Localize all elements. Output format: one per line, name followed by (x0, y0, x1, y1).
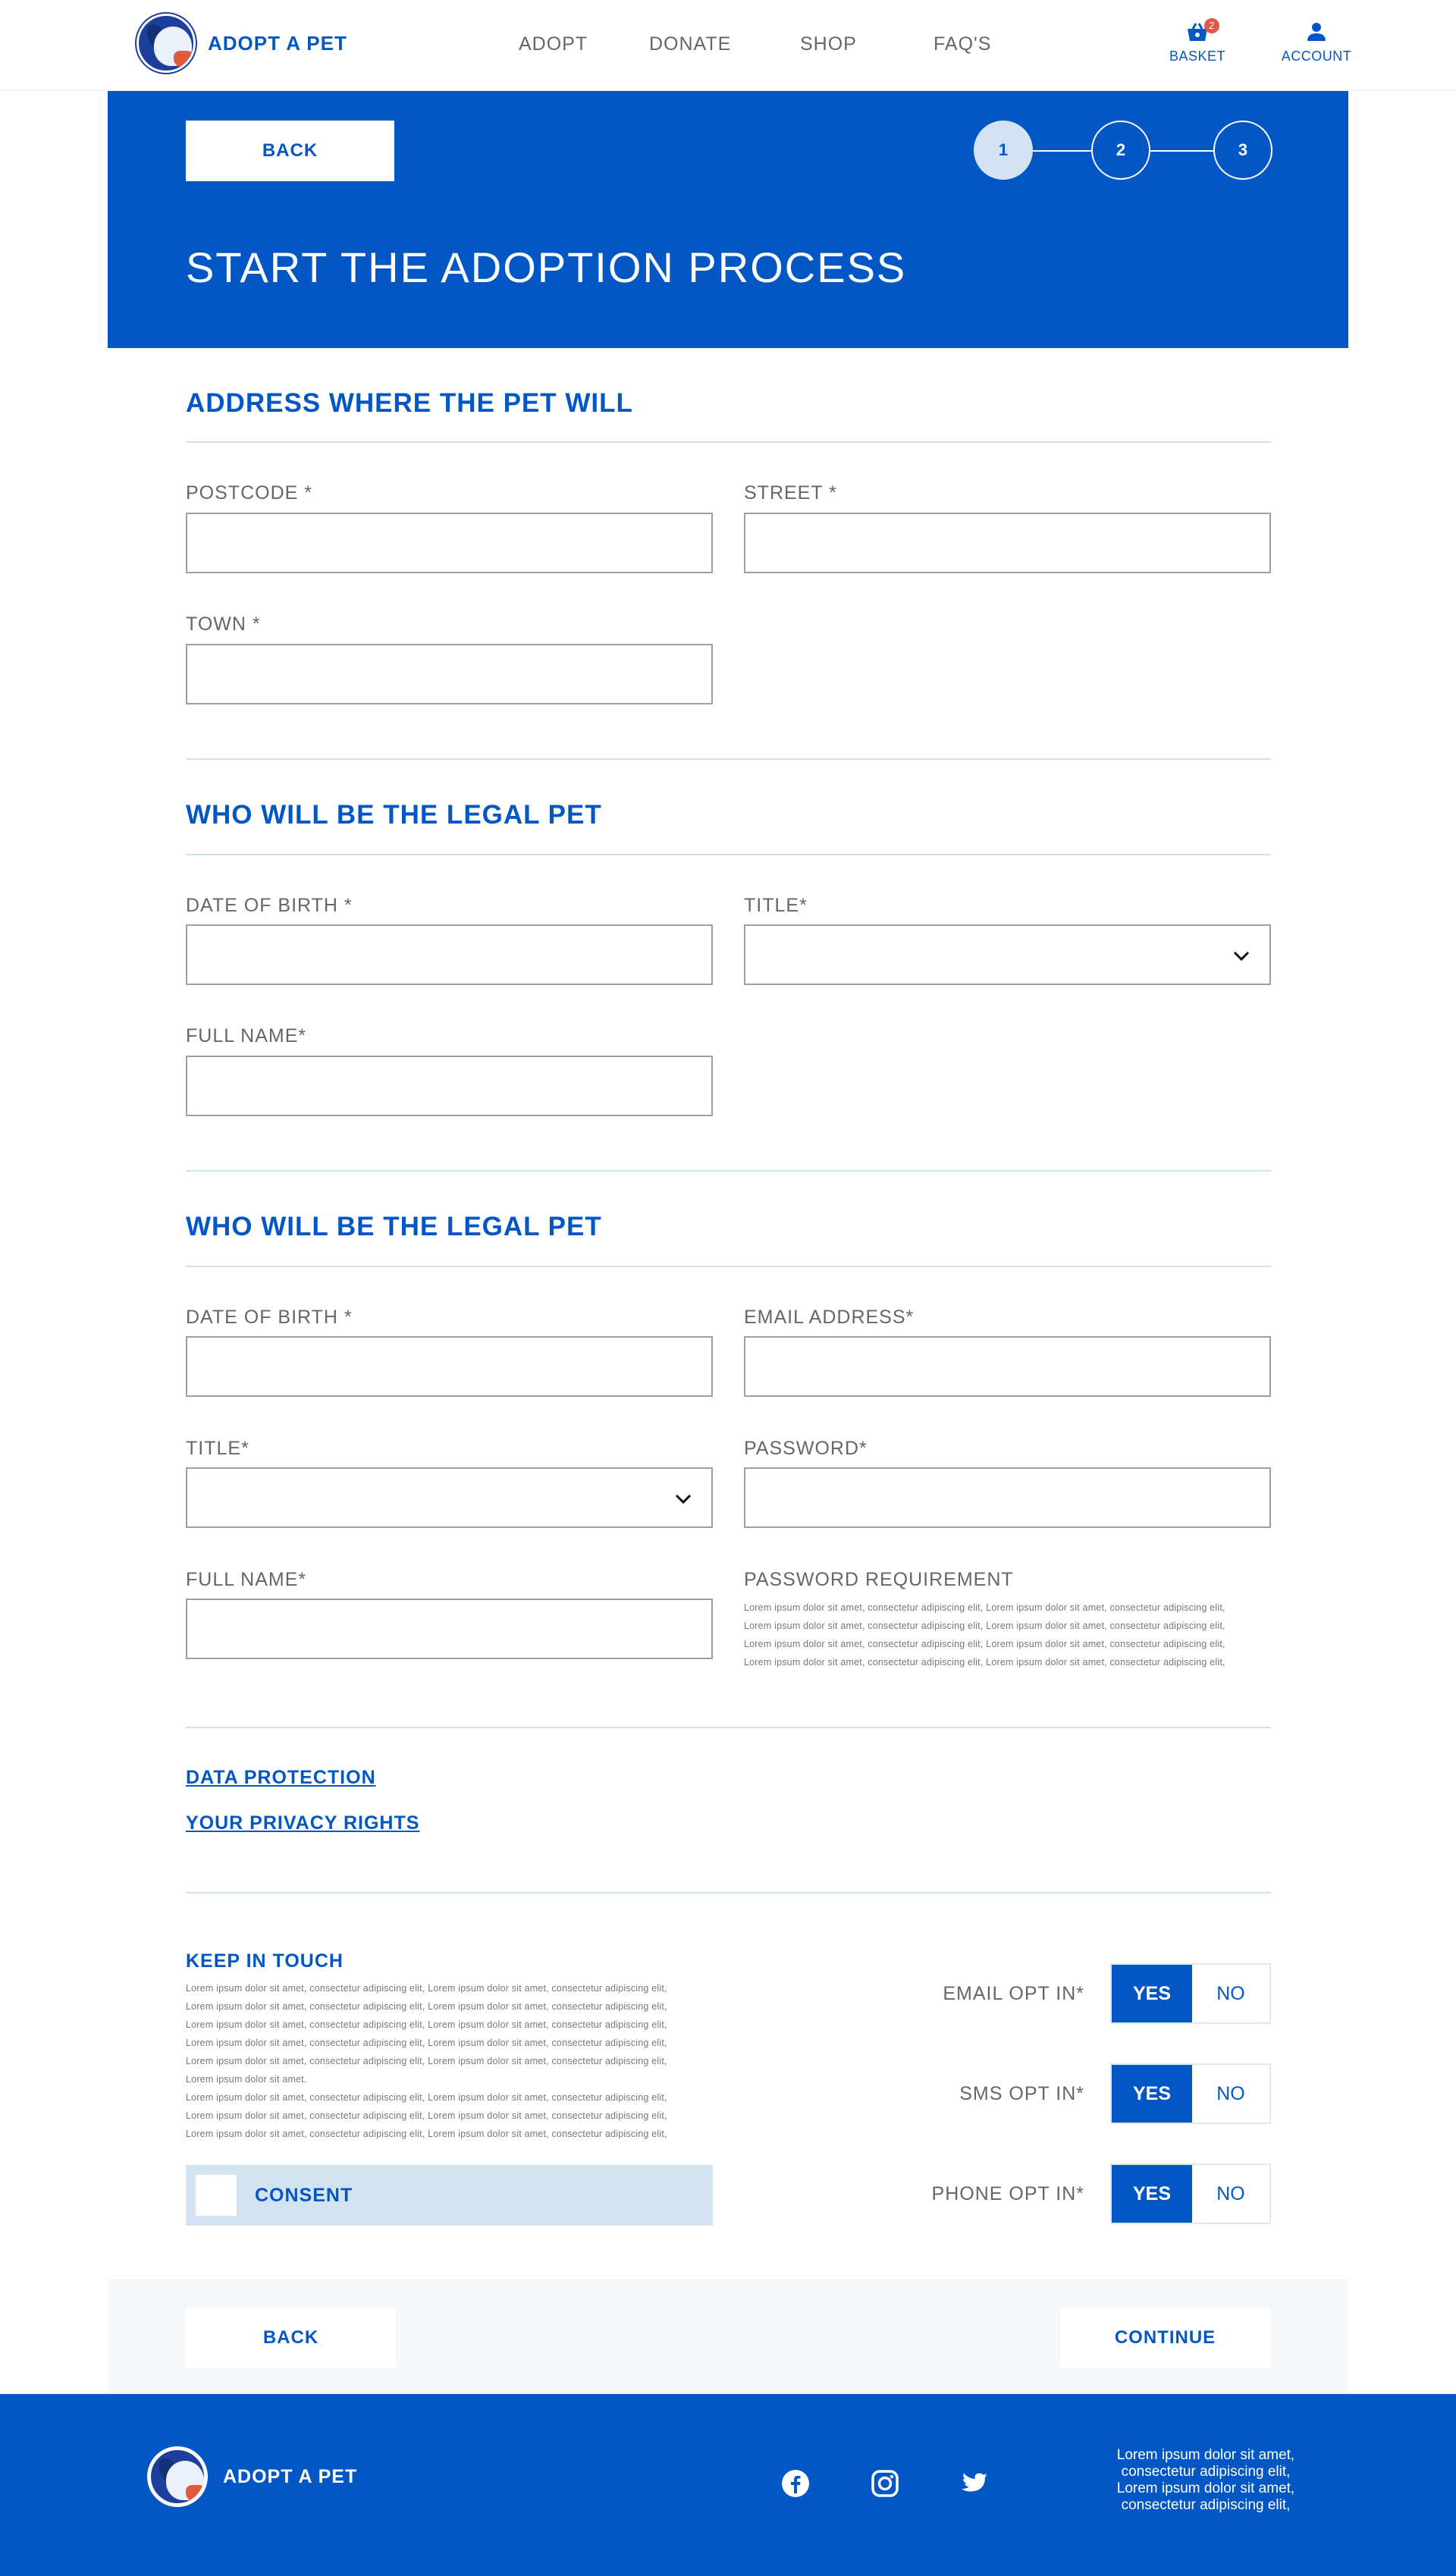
page-title: START THE ADOPTION PROCESS (186, 243, 907, 291)
consent-label: CONSENT (255, 2185, 353, 2206)
footer-text-line: consectetur adipiscing elit, (1121, 2497, 1291, 2513)
phone-opt-no-button[interactable]: NO (1216, 2182, 1245, 2204)
owner-dob-label: DATE OF BIRTH * (186, 895, 353, 916)
keep-in-touch-title: KEEP IN TOUCH (186, 1950, 344, 1972)
postcode-input[interactable] (186, 513, 713, 573)
password-input[interactable] (744, 1467, 1271, 1528)
data-protection-link[interactable]: DATA PROTECTION (186, 1767, 376, 1788)
progress-stepper (974, 121, 1269, 181)
step-3[interactable]: 3 (1213, 121, 1272, 180)
kit-line: Lorem ipsum dolor sit amet, consectetur adipiscing elit, Lorem ipsum dolor sit amet, consectetur adipiscing elit, (186, 2038, 667, 2048)
account-section-title: WHO WILL BE THE LEGAL PET (186, 1212, 602, 1241)
sms-opt-in-toggle (1110, 2063, 1271, 2124)
email-opt-in-toggle (1110, 1963, 1271, 2024)
postcode-label: POSTCODE * (186, 482, 312, 504)
basket-button[interactable] (1165, 21, 1230, 64)
sms-opt-no-button[interactable]: NO (1216, 2082, 1245, 2104)
consent-checkbox[interactable] (196, 2175, 237, 2216)
brand-name: ADOPT A PET (208, 31, 347, 55)
phone-opt-yes-button[interactable]: YES (1112, 2165, 1192, 2223)
main-nav (0, 33, 1456, 56)
account-title-label: TITLE* (186, 1438, 249, 1459)
hero-banner (108, 91, 1348, 348)
section-divider (186, 1892, 1271, 1894)
step-1[interactable]: 1 (974, 121, 1033, 180)
consent-checkbox-row[interactable] (186, 2165, 713, 2226)
footer-logo[interactable] (149, 2448, 357, 2505)
email-label: EMAIL ADDRESS* (744, 1307, 915, 1328)
instagram-icon[interactable] (870, 2468, 900, 2499)
footer-text-line: Lorem ipsum dolor sit amet, (1116, 2480, 1295, 2496)
privacy-rights-link[interactable]: YOUR PRIVACY RIGHTS (186, 1812, 420, 1834)
back-button[interactable]: BACK (186, 2308, 396, 2368)
kit-line: Lorem ipsum dolor sit amet, consectetur adipiscing elit, Lorem ipsum dolor sit amet, consectetur adipiscing elit, (186, 2056, 667, 2066)
chevron-down-icon (1232, 946, 1251, 965)
nav-faqs[interactable]: FAQ'S (934, 33, 992, 55)
form-actions (108, 2279, 1348, 2394)
kit-line: Lorem ipsum dolor sit amet. (186, 2074, 307, 2085)
street-label: STREET * (744, 482, 837, 504)
footer-text-line: Lorem ipsum dolor sit amet, (1116, 2447, 1295, 2463)
phone-opt-in-toggle (1110, 2163, 1271, 2224)
owner-fullname-label: FULL NAME* (186, 1025, 307, 1046)
account-fullname-label: FULL NAME* (186, 1569, 307, 1590)
phone-opt-in-label: PHONE OPT IN* (931, 2183, 1084, 2204)
dog-logo-icon (149, 2448, 206, 2505)
stepper-line (1150, 150, 1213, 152)
account-dob-input[interactable] (186, 1336, 713, 1397)
owner-title-select[interactable] (744, 924, 1271, 985)
nav-shop[interactable]: SHOP (800, 33, 857, 55)
password-requirement-label: PASSWORD REQUIREMENT (744, 1569, 1014, 1590)
facebook-icon[interactable] (780, 2468, 811, 2499)
section-divider (186, 1170, 1271, 1172)
email-opt-yes-button[interactable]: YES (1112, 1965, 1192, 2022)
owner-dob-input[interactable] (186, 924, 713, 985)
requirement-line: Lorem ipsum dolor sit amet, consectetur adipiscing elit, Lorem ipsum dolor sit amet, consectetur adipiscing elit, (744, 1639, 1225, 1649)
keep-in-touch-text (186, 1979, 717, 2143)
requirement-line: Lorem ipsum dolor sit amet, consectetur adipiscing elit, Lorem ipsum dolor sit amet, consectetur adipiscing elit, (744, 1602, 1225, 1613)
email-opt-no-button[interactable]: NO (1216, 1982, 1245, 2004)
step-2[interactable]: 2 (1091, 121, 1150, 180)
town-label: TOWN * (186, 613, 261, 635)
footer-text (1092, 2447, 1320, 2514)
email-input[interactable] (744, 1336, 1271, 1397)
account-button[interactable] (1277, 21, 1356, 64)
basket-count-badge: 2 (1204, 18, 1219, 33)
password-label: PASSWORD* (744, 1438, 868, 1459)
address-section-title: ADDRESS WHERE THE PET WILL (186, 388, 633, 418)
continue-button[interactable]: CONTINUE (1060, 2308, 1270, 2368)
requirement-line: Lorem ipsum dolor sit amet, consectetur adipiscing elit, Lorem ipsum dolor sit amet, consectetur adipiscing elit, (744, 1657, 1225, 1668)
footer-text-line: consectetur adipiscing elit, (1121, 2464, 1291, 2480)
site-footer (0, 2394, 1456, 2576)
street-input[interactable] (744, 513, 1271, 573)
nav-donate[interactable]: DONATE (649, 33, 732, 55)
footer-brand-name: ADOPT A PET (223, 2465, 358, 2487)
user-icon (1306, 21, 1327, 42)
section-divider (186, 441, 1271, 443)
account-dob-label: DATE OF BIRTH * (186, 1307, 353, 1328)
kit-line: Lorem ipsum dolor sit amet, consectetur adipiscing elit, Lorem ipsum dolor sit amet, consectetur adipiscing elit, (186, 1983, 667, 1994)
owner-section-title: WHO WILL BE THE LEGAL PET (186, 800, 602, 830)
hero-back-button[interactable]: BACK (186, 121, 394, 181)
password-requirement-text (744, 1599, 1275, 1671)
requirement-line: Lorem ipsum dolor sit amet, consectetur adipiscing elit, Lorem ipsum dolor sit amet, consectetur adipiscing elit, (744, 1621, 1225, 1631)
section-divider (186, 1266, 1271, 1267)
sms-opt-in-label: SMS OPT IN* (959, 2083, 1084, 2104)
kit-line: Lorem ipsum dolor sit amet, consectetur adipiscing elit, Lorem ipsum dolor sit amet, consectetur adipiscing elit, (186, 2110, 667, 2121)
kit-line: Lorem ipsum dolor sit amet, consectetur adipiscing elit, Lorem ipsum dolor sit amet, consectetur adipiscing elit, (186, 2019, 667, 2030)
chevron-down-icon (673, 1489, 693, 1508)
owner-fullname-input[interactable] (186, 1056, 713, 1116)
owner-title-label: TITLE* (744, 895, 808, 916)
site-header (0, 0, 1456, 91)
basket-label: BASKET (1169, 49, 1226, 64)
kit-line: Lorem ipsum dolor sit amet, consectetur adipiscing elit, Lorem ipsum dolor sit amet, consectetur adipiscing elit, (186, 2092, 667, 2103)
kit-line: Lorem ipsum dolor sit amet, consectetur adipiscing elit, Lorem ipsum dolor sit amet, consectetur adipiscing elit, (186, 2001, 667, 2012)
section-divider (186, 1727, 1271, 1728)
kit-line: Lorem ipsum dolor sit amet, consectetur adipiscing elit, Lorem ipsum dolor sit amet, consectetur adipiscing elit, (186, 2129, 667, 2139)
twitter-icon[interactable] (959, 2468, 990, 2499)
section-divider (186, 854, 1271, 855)
account-label: ACCOUNT (1281, 49, 1352, 64)
account-fullname-input[interactable] (186, 1599, 713, 1659)
email-opt-in-label: EMAIL OPT IN* (943, 1983, 1084, 2004)
sms-opt-yes-button[interactable]: YES (1112, 2065, 1192, 2123)
town-input[interactable] (186, 644, 713, 704)
nav-adopt[interactable]: ADOPT (519, 33, 588, 55)
stepper-line (1033, 150, 1091, 152)
account-title-select[interactable] (186, 1467, 713, 1528)
section-divider (186, 758, 1271, 760)
